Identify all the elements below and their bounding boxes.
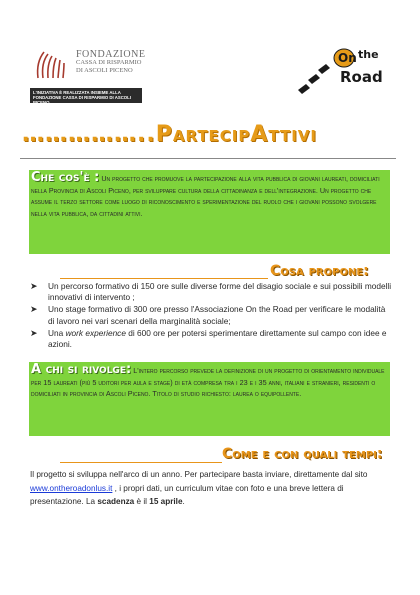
section-a-chi-heading: A chi si rivolge:	[31, 362, 132, 377]
list-item-text: Un percorso formativo di 150 ore sulle diverse forme del disagio sociale e sui possibili modelli innovativi di intervento ;	[48, 281, 392, 303]
deadline-date: 15 aprile	[149, 497, 183, 507]
otr-word-the: the	[358, 48, 379, 61]
come-tempi-text-b: , i propri dati, un curriculum vitae con foto e una breve lettera di presentazione. La	[30, 483, 344, 507]
list-item-text-post: di 600 ore per potersi sperimentare direttamente sul campo con idee e azioni.	[48, 327, 387, 350]
come-tempi-underline	[60, 462, 222, 463]
section-cose	[31, 172, 389, 219]
otr-word-road: Road	[340, 68, 383, 86]
fondazione-banner-line2: FONDAZIONE CASSA DI RISPARMIO DI ASCOLI PICENO	[33, 95, 131, 105]
list-item	[30, 328, 392, 350]
deadline-label: scadenza	[97, 497, 135, 507]
title-divider	[20, 158, 396, 159]
website-link[interactable]: www.ontheroadonlus.it	[30, 483, 113, 493]
cosa-propone-underline	[60, 278, 268, 279]
fondazione-banner-line1: L'INIZIATIVA È REALIZZATA INSIEME ALLA	[33, 90, 121, 95]
section-cose-heading: Che cos'è :	[31, 170, 100, 185]
page-title: ……………..PartecipAttivi	[22, 122, 317, 147]
on-the-road-logo	[296, 44, 396, 94]
arrow-bullet-icon: ➤	[30, 327, 38, 338]
fondazione-logo	[30, 48, 150, 86]
list-item-text: Uno stage formativo di 300 ore presso l'Associazione On the Road per verificare le modalità di lavoro nei vari scenari della marginalità sociale;	[48, 304, 386, 326]
fondazione-sub1: CASSA DI RISPARMIO	[76, 59, 142, 66]
come-tempi-heading: Come e con quali tempi:	[222, 446, 383, 462]
come-tempi-text-c: è il	[134, 497, 150, 507]
fondazione-text	[76, 51, 145, 75]
cosa-propone-heading: Cosa propone:	[270, 263, 369, 279]
section-cose-text: Un progetto che promuove la partecipazione alla vita pubblica di giovani laureati, domiciliati nella Provincia di Ascoli Piceno, per sviluppare cultura della cittadinanza e dell'integrazione. Un progetto che assume il terzo settore come luogo di riconoscimento e sperimentazione del ruolo che i giovani possono svolgere nella vita pubblica, da cittadini attivi.	[31, 174, 380, 218]
arrow-bullet-icon: ➤	[30, 304, 38, 315]
fondazione-mark-icon	[30, 48, 72, 82]
fondazione-banner	[30, 88, 142, 103]
arrow-bullet-icon: ➤	[30, 281, 38, 291]
fondazione-name: FONDAZIONE	[76, 49, 146, 60]
section-a-chi	[31, 364, 389, 400]
list-item	[30, 281, 392, 303]
cosa-propone-list	[30, 281, 392, 351]
list-item-text-pre: Una	[48, 327, 66, 338]
section-a-chi-text: L'intero percorso prevede la definizione di un progetto di orientamento individuale per 15 laureati (più 5 uditori per aula e stage) di età compresa tra i 23 e i 35 anni, italiani e stranieri, residenti o domiciliati in provincia di Ascoli Piceno. Titolo di studio richiesto: laurea o equipollente.	[31, 366, 385, 399]
list-item	[30, 304, 392, 326]
list-item-text-em: work experience	[65, 327, 126, 338]
fondazione-sub2: DI ASCOLI PICENO	[76, 67, 133, 74]
otr-word-on: On	[338, 51, 357, 65]
come-tempi-text-a: Il progetto si sviluppa nell'arco di un anno. Per partecipare basta inviare, direttamente dal sito	[30, 470, 368, 479]
come-tempi-text	[30, 468, 392, 509]
come-tempi-text-d: .	[182, 497, 185, 507]
